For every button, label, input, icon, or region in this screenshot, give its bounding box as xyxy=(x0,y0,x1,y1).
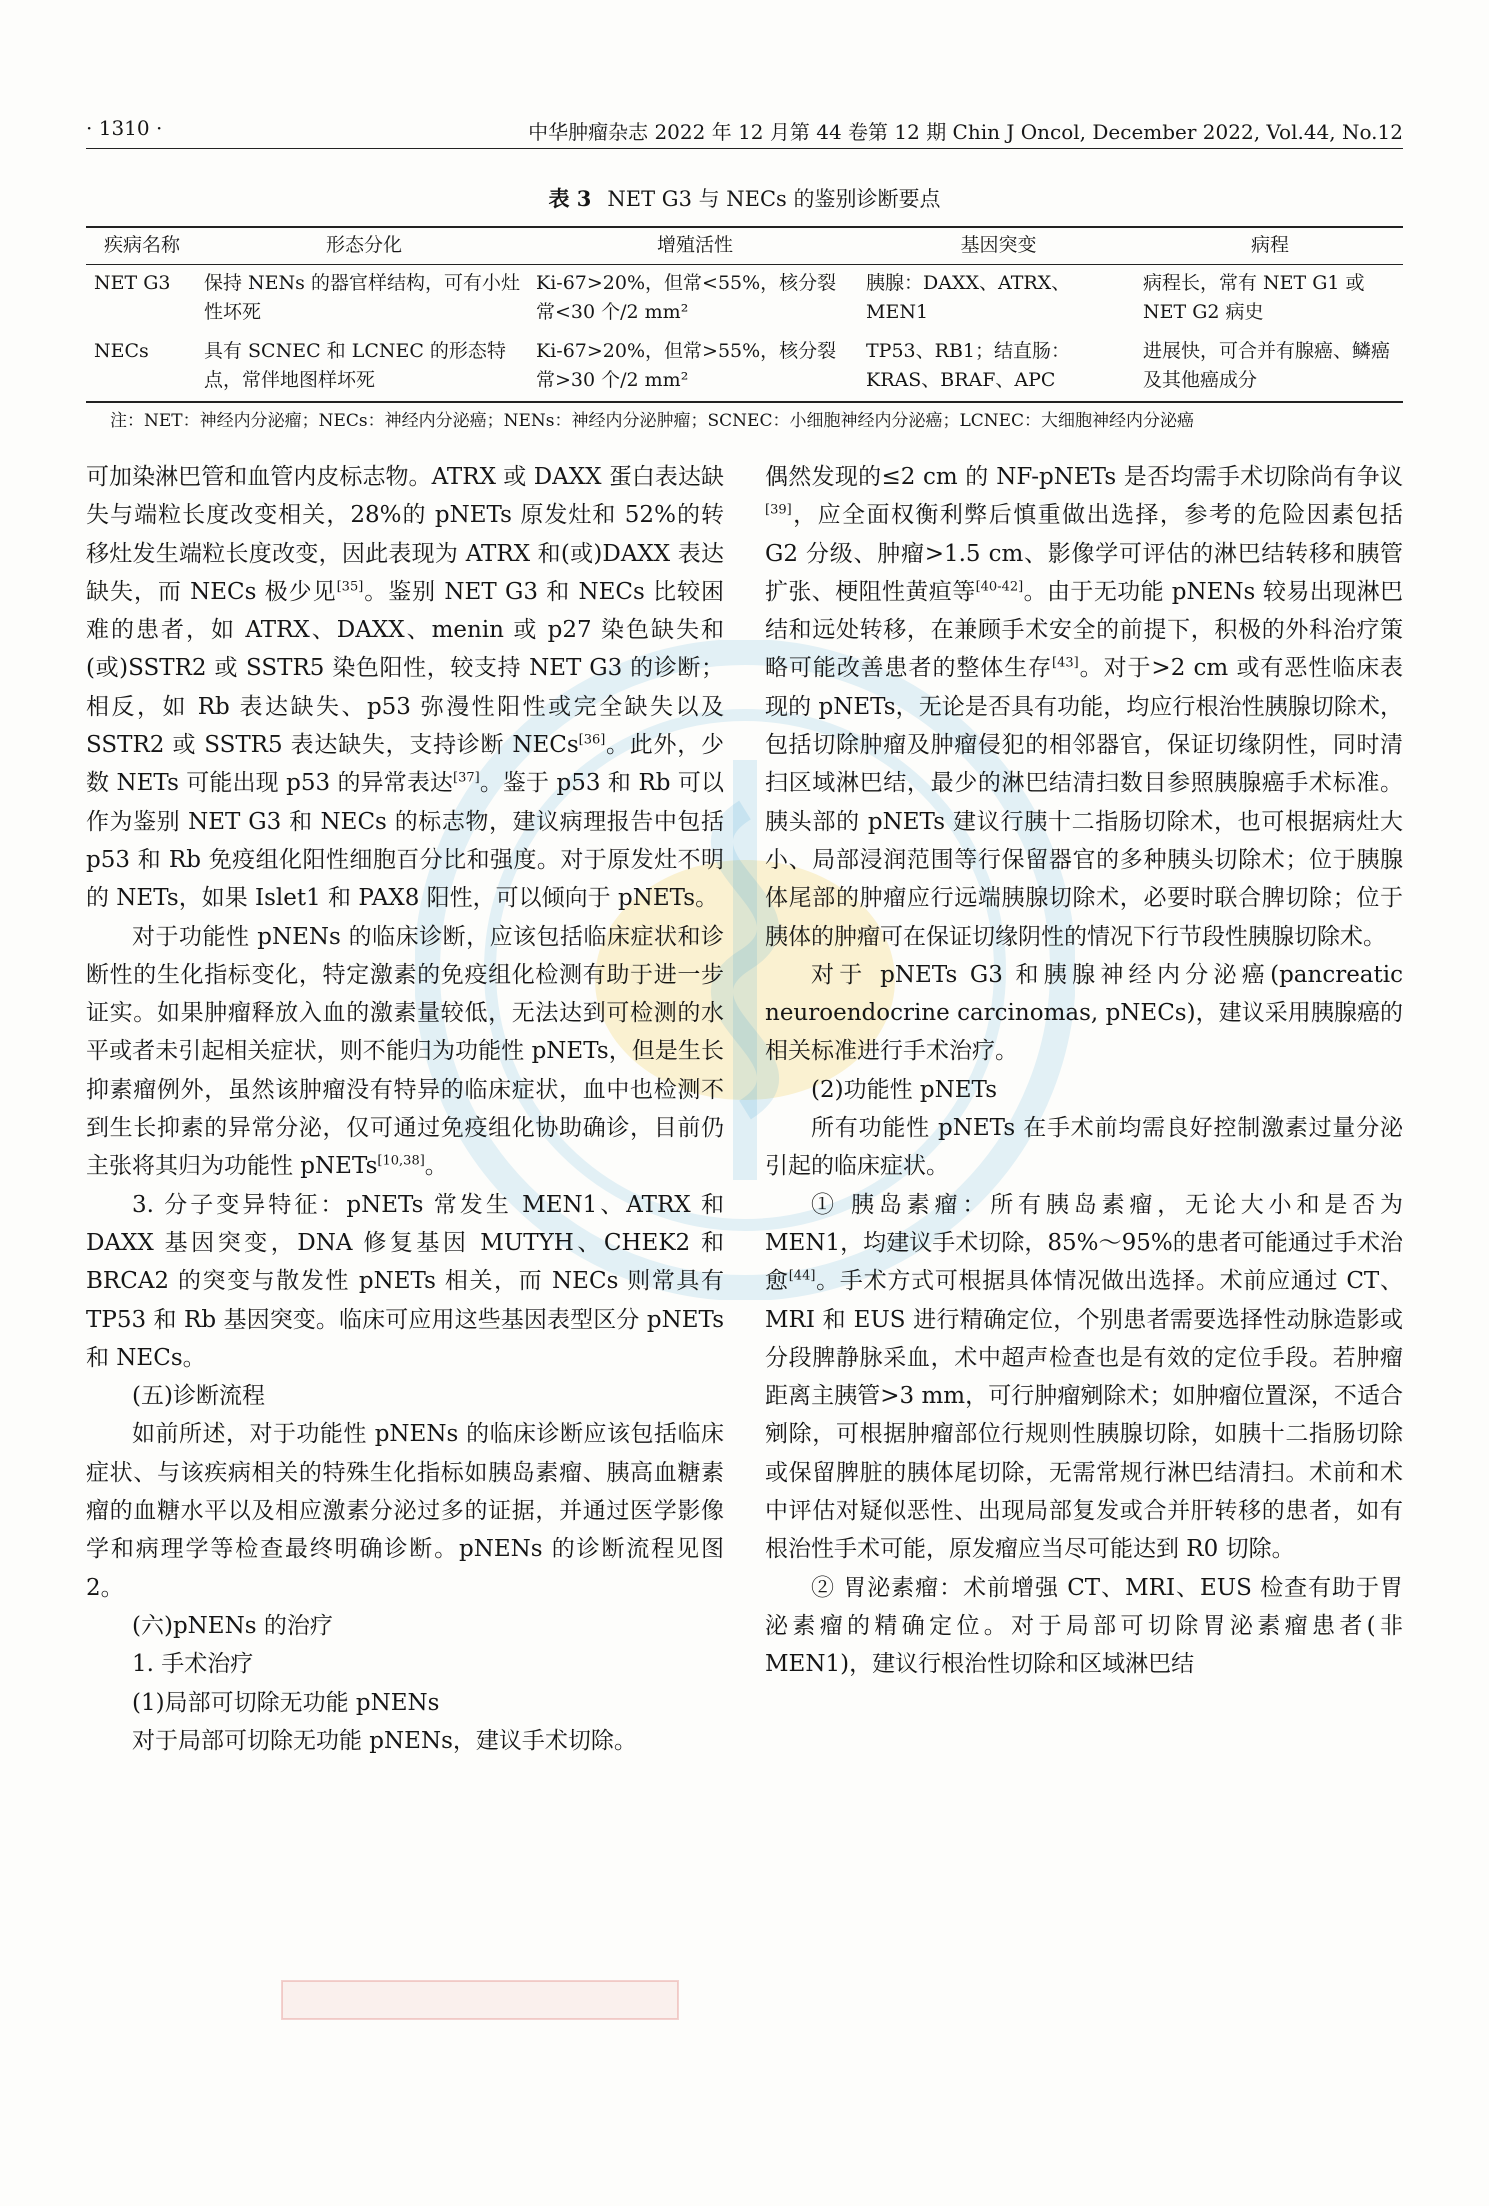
table-header-cell: 疾病名称 xyxy=(86,227,198,265)
paragraph: ① 胰岛素瘤：所有胰岛素瘤，无论大小和是否为 MEN1，均建议手术切除，85%～95%的患者可能通过手术治愈[44]。手术方式可根据具体情况做出选择。术前应通过 CT、MRI 和 EUS 进行精确定位，个别患者需要选择性动脉造影或分段脾静脉采血，术中超声检查也是有效的定位手段。若肿瘤距离主胰管>3 mm，可行肿瘤剜除术；如肿瘤位置深，不适合剜除，可根据肿瘤部位行规则性胰腺切除，如胰十二指肠切除或保留脾脏的胰体尾切除，无需常规行淋巴结清扫。术前和术中评估对疑似恶性、出现局部复发或合并肝转移的患者，如有根治性手术可能，原发瘤应当尽可能达到 R0 切除。 xyxy=(765,1191,1404,1563)
table-cell-course: 进展快，可合并有腺癌、鳞癌及其他癌成分 xyxy=(1143,340,1391,391)
citation: [44] xyxy=(788,1268,816,1284)
citation: [37] xyxy=(453,770,480,786)
citation: [36] xyxy=(578,732,606,748)
table-header-cell: 病程 xyxy=(1137,227,1403,265)
section-heading: (1)局部可切除无功能 pNENs xyxy=(132,1689,440,1716)
paragraph: 对于局部可切除无功能 pNENs，建议手术切除。 xyxy=(132,1727,637,1754)
table-cell-disease: NECs xyxy=(94,340,149,362)
table-row xyxy=(86,265,1403,334)
paragraph: 所有功能性 pNETs 在手术前均需良好控制激素过量分泌引起的临床症状。 xyxy=(765,1115,1403,1180)
running-header xyxy=(86,110,1403,150)
paragraph: 3. 分子变异特征：pNETs 常发生 MEN1、ATRX 和 DAXX 基因突变，DNA 修复基因 MUTYH、CHEK2 和 BRCA2 的突变与散发性 pNETs 相关，而 NECs 则常具有 TP53 和 Rb 基因突变。临床可应用这些基因表型区分 pNETs 和 NECs。 xyxy=(86,1191,724,1371)
header-rule xyxy=(86,148,1403,149)
table-title: NET G3 与 NECs 的鉴别诊断要点 xyxy=(607,187,941,211)
differential-diagnosis-table xyxy=(86,226,1403,403)
table-cell-mutation: TP53、RB1；结直肠：KRAS、BRAF、APC xyxy=(866,340,1070,391)
table-caption xyxy=(0,183,1489,213)
table-cell-morphology: 保持 NENs 的器官样结构，可有小灶性坏死 xyxy=(204,272,520,323)
right-column xyxy=(765,458,1403,1684)
citation: [39] xyxy=(765,502,792,518)
left-column xyxy=(86,458,724,1760)
paragraph: 对于 pNETs G3 和胰腺神经内分泌癌(pancreatic neuroendocrine carcinomas, pNECs)，建议采用胰腺癌的相关标准进行手术治疗。 xyxy=(765,961,1403,1065)
table-cell-mutation: 胰腺：DAXX、ATRX、MEN1 xyxy=(866,272,1071,323)
paragraph: 偶然发现的≤2 cm 的 NF-pNETs 是否均需手术切除尚有争议[39]，应全面权衡利弊后慎重做出选择，参考的危险因素包括 G2 分级、肿瘤>1.5 cm、影像学可评估的淋巴结转移和胰管扩张、梗阻性黄疸等[40-42]。由于无功能 pNENs 较易出现淋巴结和远处转移，在兼顾手术安全的前提下，积极的外科治疗策略可能改善患者的整体生存[43]。对于>2 cm 或有恶性临床表现的 pNETs，无论是否具有功能，均应行根治性胰腺切除术，包括切除肿瘤及肿瘤侵犯的相邻器官，保证切缘阴性，同时清扫区域淋巴结，最少的淋巴结清扫数目参照胰腺癌手术标准。胰头部的 pNETs 建议行胰十二指肠切除术，也可根据病灶大小、局部浸润范围等行保留器官的多种胰头切除术；位于胰腺体尾部的肿瘤应行远端胰腺切除术，必要时联合脾切除；位于胰体的肿瘤可在保证切缘阴性的情况下行节段性胰腺切除术。 xyxy=(765,464,1403,950)
table-header-cell: 基因突变 xyxy=(860,227,1137,265)
section-heading: (2)功能性 pNETs xyxy=(811,1076,997,1103)
table-footnote: 注：NET：神经内分泌瘤；NECs：神经内分泌癌；NENs：神经内分泌肿瘤；SCNEC：小细胞神经内分泌癌；LCNEC：大细胞神经内分泌癌 xyxy=(110,411,1195,431)
table-cell-morphology: 具有 SCNEC 和 LCNEC 的形态特点，常伴地图样坏死 xyxy=(204,340,506,391)
paragraph: ② 胃泌素瘤：术前增强 CT、MRI、EUS 检查有助于胃泌素瘤的精确定位。对于局部可切除胃泌素瘤患者(非MEN1)，建议行根治性切除和区域淋巴结 xyxy=(765,1574,1403,1678)
table-cell-course: 病程长，常有 NET G1 或 NET G2 病史 xyxy=(1143,272,1365,323)
paragraph: 可加染淋巴管和血管内皮标志物。ATRX 或 DAXX 蛋白表达缺失与端粒长度改变相关，28%的 pNETs 原发灶和 52%的转移灶发生端粒长度改变，因此表现为 ATRX 和(或)DAXX 表达缺失，而 NECs 极少见[35]。鉴别 NET G3 和 NECs 比较困难的患者，如 ATRX、DAXX、menin 或 p27 染色缺失和(或)SSTR2 或 SSTR5 染色阳性，较支持 NET G3 的诊断；相反，如 Rb 表达缺失、p53 弥漫性阳性或完全缺失以及 SSTR2 或 SSTR5 表达缺失，支持诊断 NECs[36]。此外，少数 NETs 可能出现 p53 的异常表达[37]。鉴于 p53 和 Rb 可以作为鉴别 NET G3 和 NECs 的标志物，建议病理报告中包括 p53 和 Rb 免疫组化阳性细胞百分比和强度。对于原发灶不明的 NETs，如果 Islet1 和 PAX8 阳性，可以倾向于 pNETs。 xyxy=(86,464,724,912)
table-row xyxy=(86,333,1403,402)
citation: [40-42] xyxy=(975,579,1024,595)
citation: [10,38] xyxy=(377,1153,425,1169)
paragraph: 如前所述，对于功能性 pNENs 的临床诊断应该包括临床症状、与该疾病相关的特殊生化指标如胰岛素瘤、胰高血糖素瘤的血糖水平以及相应激素分泌过多的证据，并通过医学影像学和病理学等检查最终明确诊断。pNENs 的诊断流程见图 2。 xyxy=(86,1421,724,1601)
table-header-cell: 形态分化 xyxy=(198,227,530,265)
page-number: · 1310 · xyxy=(86,116,163,140)
table-cell-proliferation: Ki-67>20%，但常<55%，核分裂常<30 个/2 mm² xyxy=(536,272,837,323)
citation: [35] xyxy=(336,579,364,595)
table-header-cell: 增殖活性 xyxy=(530,227,860,265)
table-number: 表 3 xyxy=(548,186,592,211)
section-heading: (五)诊断流程 xyxy=(132,1383,265,1410)
table-cell-disease: NET G3 xyxy=(94,272,171,294)
section-heading: 1. 手术治疗 xyxy=(132,1651,254,1678)
table-header-row xyxy=(86,227,1403,265)
journal-citation: 中华肿瘤杂志 2022 年 12 月第 44 卷第 12 期 Chin J Oncol, December 2022, Vol.44, No.12 xyxy=(528,120,1403,144)
table-cell-proliferation: Ki-67>20%，但常>55%，核分裂常>30 个/2 mm² xyxy=(536,340,837,391)
citation: [43] xyxy=(1052,655,1079,671)
section-heading: (六)pNENs 的治疗 xyxy=(132,1612,333,1639)
paragraph: 对于功能性 pNENs 的临床诊断，应该包括临床症状和诊断性的生化指标变化，特定激素的免疫组化检测有助于进一步证实。如果肿瘤释放入血的激素量较低，无法达到可检测的水平或者未引起相关症状，则不能归为功能性 pNETs，但是生长抑素瘤例外，虽然该肿瘤没有特异的临床症状，血中也检测不到生长抑素的异常分泌，仅可通过免疫组化协助确诊，目前仍主张将其归为功能性 pNETs[10,38]。 xyxy=(86,923,724,1180)
publisher-stamp xyxy=(280,1975,680,2025)
